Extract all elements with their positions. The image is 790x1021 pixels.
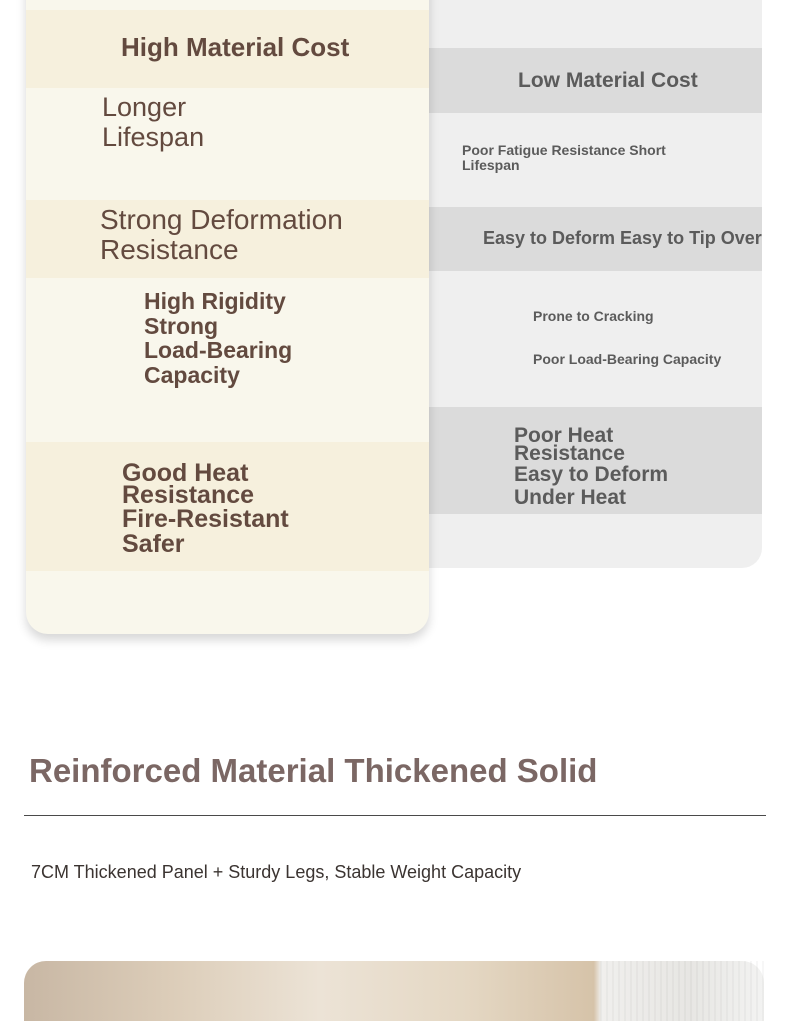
inferior-cost-text: Low Material Cost (518, 69, 698, 92)
inferior-lifespan-line-1: Poor Fatigue Resistance Short (462, 142, 666, 158)
photo-curtain-texture (600, 961, 764, 1021)
premium-heat-line-2: Resistance (122, 481, 255, 509)
premium-deform-line-2: Resistance (100, 234, 239, 265)
premium-deform-line-1: Strong Deformation (100, 204, 343, 235)
section-subtitle: 7CM Thickened Panel + Sturdy Legs, Stable Weight Capacity (31, 862, 522, 882)
section-divider (24, 815, 766, 816)
inferior-row-cost (429, 48, 762, 113)
premium-heat-line-1: Good Heat (122, 459, 249, 487)
premium-row-heat (26, 442, 429, 571)
premium-heat-text (122, 459, 289, 558)
section-title: Reinforced Material Thickened Solid (29, 752, 598, 789)
inferior-loadbearing-text: Poor Load-Bearing Capacity (533, 351, 722, 367)
premium-heat-line-3: Fire-Resistant (122, 505, 289, 533)
premium-rigidity-line-1: High Rigidity (144, 288, 286, 314)
premium-deform-text (100, 205, 343, 265)
inferior-heat-line-1: Poor Heat (514, 424, 614, 447)
inferior-lifespan-line-2: Lifespan (462, 157, 520, 173)
premium-heat-line-4: Safer (122, 530, 185, 558)
premium-rigidity-line-4: Capacity (144, 361, 240, 388)
inferior-row-deform (429, 207, 762, 271)
inferior-row-lifespan (429, 113, 762, 207)
inferior-lifespan-text (462, 143, 666, 173)
premium-row-lifespan (26, 88, 429, 200)
premium-cost-text: High Material Cost (121, 32, 350, 62)
inferior-heat-text (514, 424, 669, 509)
inferior-cracking-text: Prone to Cracking (533, 308, 654, 324)
premium-row-cost (26, 10, 429, 88)
inferior-heat-line-2: Resistance (514, 442, 625, 465)
inferior-heat-line-4: Under Heat (514, 486, 627, 509)
premium-comparison-column (26, 0, 429, 634)
premium-row-deform (26, 200, 429, 278)
inferior-comparison-column (429, 0, 762, 568)
premium-rigidity-line-3: Load-Bearing (144, 337, 293, 363)
inferior-heat-line-3: Easy to Deform (514, 463, 669, 486)
inferior-row-rigidity (429, 271, 762, 407)
premium-row-top (26, 0, 429, 10)
premium-lifespan-line-2: Lifespan (102, 122, 205, 152)
inferior-row-heat (429, 407, 762, 514)
inferior-deform-text: Easy to Deform Easy to Tip Over (483, 228, 762, 248)
premium-lifespan-line-1: Longer (102, 92, 187, 122)
premium-lifespan-text (102, 92, 204, 152)
premium-rigidity-line-2: Strong (144, 312, 219, 339)
inferior-row-top (429, 0, 762, 48)
premium-rigidity-text (144, 289, 292, 387)
product-photo (24, 961, 764, 1021)
premium-row-rigidity (26, 278, 429, 442)
